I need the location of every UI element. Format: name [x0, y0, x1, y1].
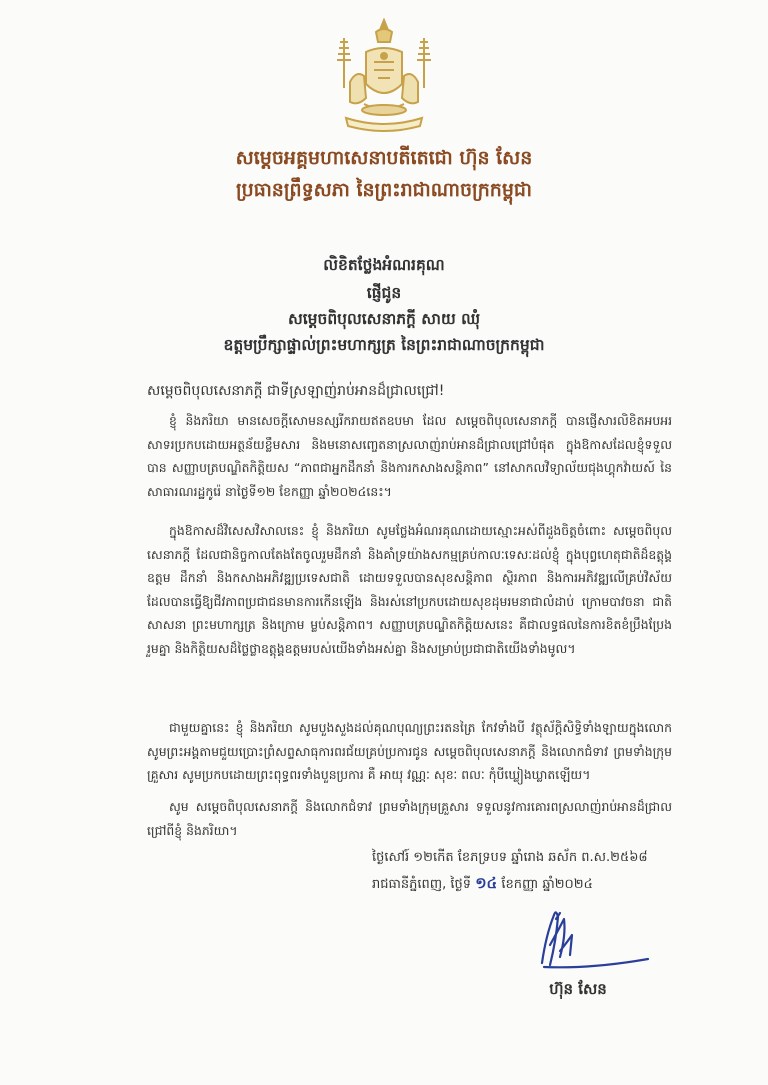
- place-prefix: រាជធានីភ្នំពេញ, ថ្ងៃទី: [372, 877, 472, 892]
- signature-icon: [520, 905, 660, 975]
- handwritten-day: ១៤: [475, 874, 498, 892]
- lunar-date: ថ្ងៃសៅរ៍ ១២កើត ខែភទ្របទ ឆ្នាំរោង ឆស័ក ព.ស.២៥៦៨: [372, 850, 648, 865]
- month-year: ខែកញ្ញា ឆ្នាំ២០២៤: [501, 877, 593, 892]
- signer-name: ហ៊ុន សែន: [549, 980, 607, 998]
- letter-send-to: ផ្ញើជូន: [366, 284, 402, 302]
- recipient-name: សម្តេចពិបុលសេនាភក្តី សាយ ឈុំ: [287, 310, 481, 328]
- paragraph-3: ជាមួយគ្នានេះ ខ្ញុំ និងភរិយា សូមបួងសួងដល់គុណបុណ្យព្រះរតនត្រៃ កែវទាំងបី វត្ថុស័ក្តិសិទ្ធិទាំងឡាយក្នុងលោក សូមព្រះអង្គតាមជួយប្រោះព្រំសព្ទសាធុការពរជ័យគ្រប់ប្រការជូន សម្តេចពិបុលសេនាភក្តី និងលោកជំទាវ ព្រមទាំងក្រុមគ្រួសារ សូមប្រកបដោយព្រះពុទ្ធពរទាំងបួនប្រការ គឺ អាយុ វណ្ណៈ សុខៈ ពលៈ កុំបីឃ្លៀងឃ្លាតឡើយ។: [147, 720, 672, 782]
- place-date: [372, 874, 672, 896]
- salutation: សម្តេចពិបុលសេនាភក្តី ជាទីស្រឡាញ់រាប់អានដ៏ជ្រាលជ្រៅ!: [147, 383, 445, 399]
- letter-subject: លិខិតថ្លែងអំណរគុណ: [323, 256, 445, 274]
- paragraph-4: សូម សម្តេចពិបុលសេនាភក្តី និងលោកជំទាវ ព្រមទាំងក្រុមគ្រួសារ ទទួលនូវការគោរពស្រលាញ់រាប់អានដ៏ជ្រាលជ្រៅពីខ្ញុំ និងភរិយា។: [147, 799, 672, 838]
- recipient-title: ឧត្តមប្រឹក្សាផ្ទាល់ព្រះមហាក្សត្រ នៃព្រះរាជាណាចក្រកម្ពុជា: [223, 336, 545, 354]
- letterhead-position: ប្រធានព្រឹទ្ធសភា នៃព្រះរាជាណាចក្រកម្ពុជា: [236, 179, 532, 201]
- letterhead-title: សម្តេចអគ្គមហាសេនាបតីតេជោ ហ៊ុន សែន: [235, 147, 533, 169]
- paragraph-2: ក្នុងឱកាសដ៏វិសេសវិសាលនេះ ខ្ញុំ និងភរិយា សូមថ្លែងអំណរគុណដោយស្មោះអស់ពីដួងចិត្តចំពោះ សម្តេចពិបុលសេនាភក្តី ដែលជានិច្ចកាលតែងតែចូលរួមដឹកនាំ និងគាំទ្រយ៉ាងសកម្មគ្រប់កាលៈទេសៈដល់ខ្ញុំ ក្នុងបុព្វហេតុជាតិដ៏ឧត្តុង្គឧត្តម ដឹកនាំ និងកសាងអភិវឌ្ឍប្រទេសជាតិ ដោយទទួលបានសុខសន្តិភាព ស្ថិរភាព និងការអភិវឌ្ឍលើគ្រប់វិស័យ ដែលបានធ្វើឱ្យជីវភាពប្រជាជនមានការកើនឡើង និងរស់នៅប្រកបដោយសុខដុមរមនាជាលំដាប់ ក្រោមបាវចនា ជាតិ សាសនា ព្រះមហាក្សត្រ និងក្រោម ម្លប់សន្តិភាព។ សញ្ញាបត្របណ្ឌិតកិត្តិយសនេះ គឺជាលទ្ធផលនៃការខិតខំប្រឹងប្រែងរួមគ្នា និងកិត្តិយសដ៏ថ្លៃថ្លាឧត្តុង្គឧត្តមរបស់យើងទាំងអស់គ្នា និងសម្រាប់ប្រជាជាតិយើងទាំងមូល។: [147, 523, 672, 656]
- royal-coat-of-arms-icon: [330, 18, 438, 133]
- paragraph-1: ខ្ញុំ និងភរិយា មានសេចក្តីសោមនស្សរីករាយឥតឧបមា ដែល សម្តេចពិបុលសេនាភក្តី បានផ្ញើសារលិខិតអបអរសាទរប្រកបដោយអត្ថន័យខ្លឹមសារ និងមនោសញ្ចេតនាស្រលាញ់រាប់អានដ៏ជ្រាលជ្រៅបំផុត ក្នុងឱកាសដែលខ្ញុំទទួលបាន សញ្ញាបត្របណ្ឌិតកិត្តិយស “ភាពជាអ្នកដឹកនាំ និងការកសាងសន្តិភាព” នៅសាកលវិទ្យាល័យជុងហ្គុកវ៉ាយស៍ នៃសាធារណរដ្ឋកូរ៉េ នាថ្ងៃទី១២ ខែកញ្ញា ឆ្នាំ២០២៤នេះ។: [147, 413, 672, 499]
